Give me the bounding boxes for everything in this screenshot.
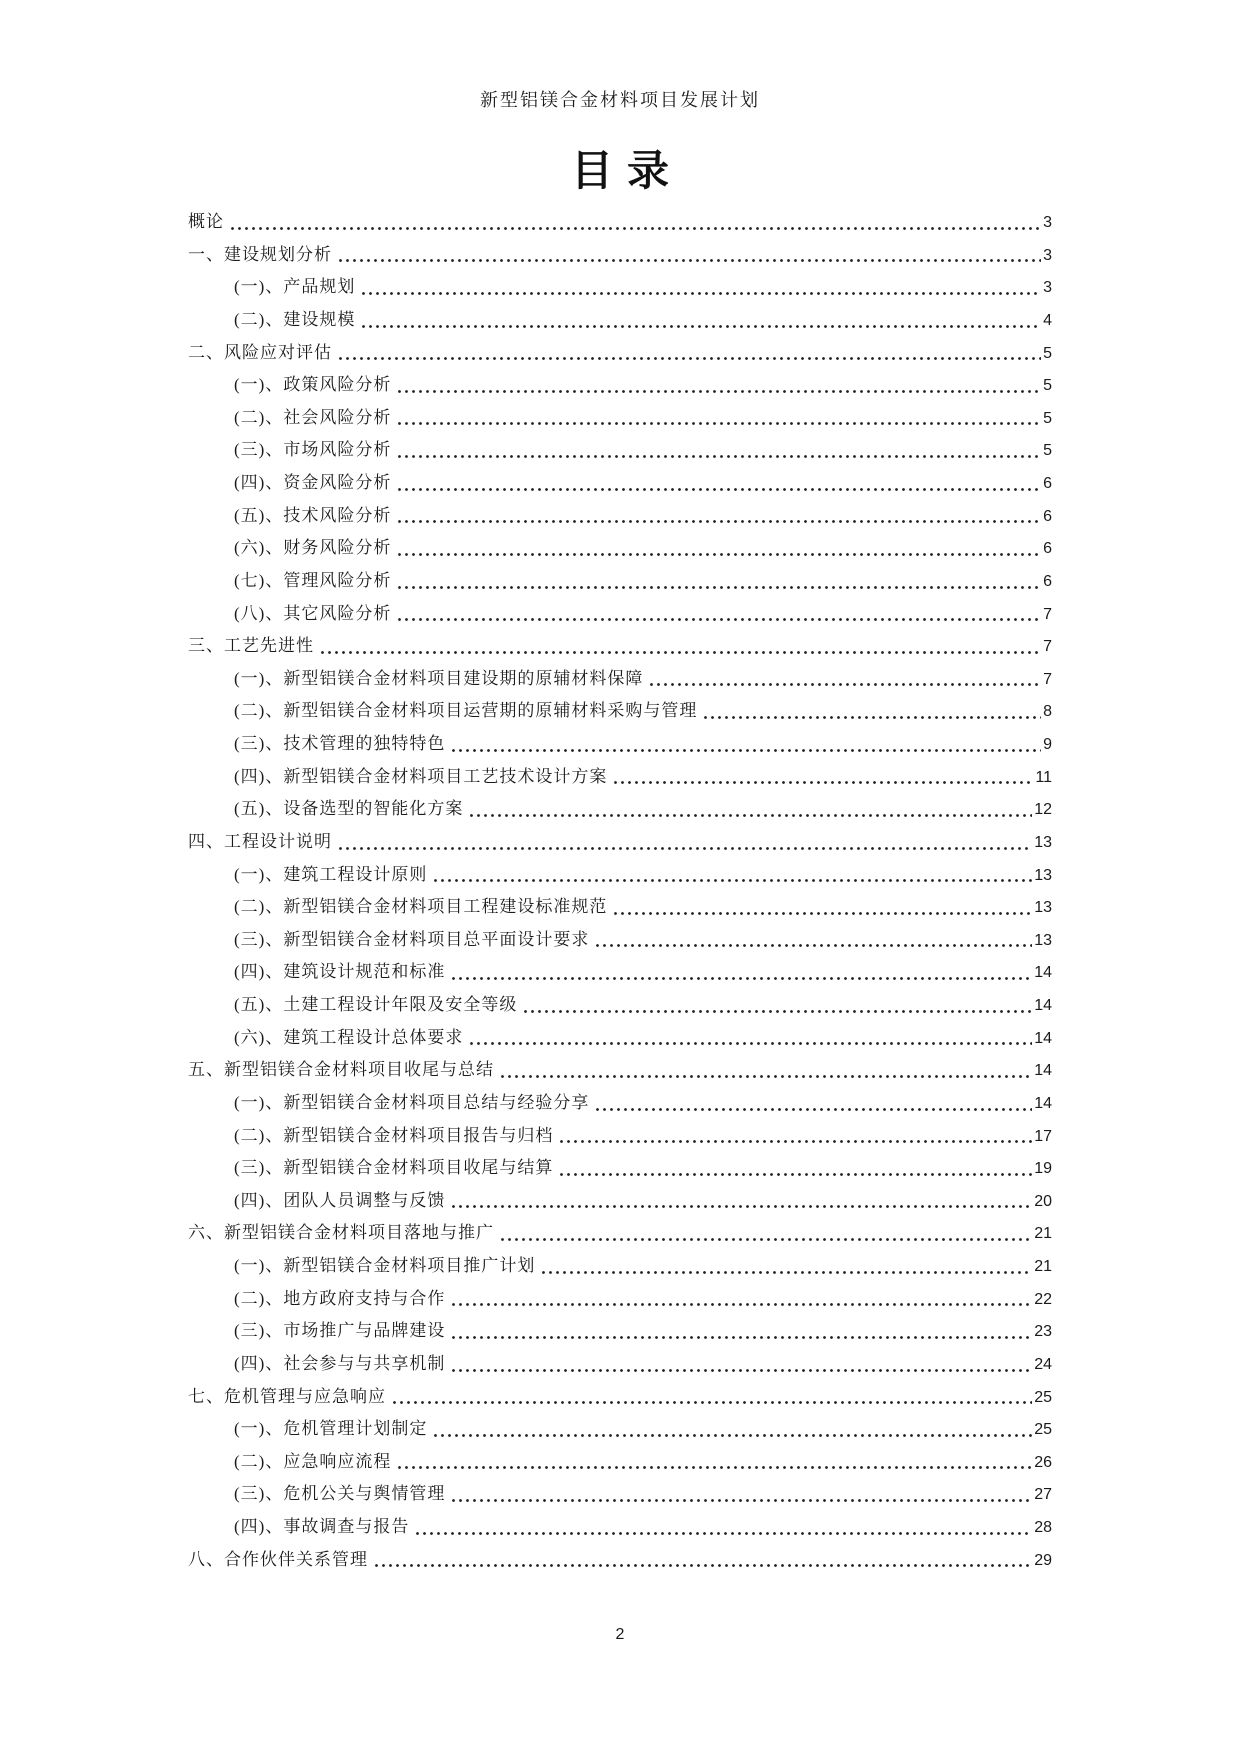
- toc-entry-label: (一)、新型铝镁合金材料项目建设期的原辅材料保障: [234, 668, 644, 688]
- toc-entry-page: 6: [1043, 540, 1052, 558]
- dot-leader: [396, 369, 1041, 402]
- toc-entry-page: 25: [1034, 1388, 1052, 1406]
- toc-entry[interactable]: [188, 434, 1052, 467]
- toc-entry[interactable]: [188, 239, 1052, 272]
- dot-leader: [612, 761, 1033, 794]
- toc-entry-page: 13: [1034, 866, 1052, 884]
- toc-entry-label: (五)、技术风险分析: [234, 505, 392, 525]
- toc-entry[interactable]: [188, 1120, 1052, 1153]
- toc-entry[interactable]: [188, 304, 1052, 337]
- toc-entry[interactable]: [188, 1250, 1052, 1283]
- toc-entry-label: (二)、应急响应流程: [234, 1451, 392, 1471]
- toc-entry[interactable]: [188, 1217, 1052, 1250]
- dot-leader: [450, 1283, 1032, 1316]
- toc-entry-label: 二、风险应对评估: [188, 342, 332, 362]
- toc-entry-page: 14: [1034, 997, 1052, 1014]
- dot-leader: [396, 402, 1041, 435]
- dot-leader: [522, 989, 1032, 1022]
- toc-entry[interactable]: [188, 337, 1052, 370]
- dot-leader: [594, 1087, 1032, 1120]
- dot-leader: [540, 1250, 1032, 1283]
- toc-entry-page: 24: [1034, 1355, 1052, 1373]
- toc-entry[interactable]: [188, 956, 1052, 989]
- toc-entry[interactable]: [188, 271, 1052, 304]
- toc-entry-page: 5: [1043, 409, 1052, 427]
- toc-entry-label: (三)、技术管理的独特特色: [234, 734, 446, 753]
- dot-leader: [432, 859, 1032, 892]
- toc-entry[interactable]: [188, 1152, 1052, 1185]
- toc-entry-page: 11: [1035, 768, 1052, 786]
- page-title: 目录: [570, 149, 683, 195]
- toc-entry-page: 3: [1043, 279, 1052, 297]
- toc-entry-label: 八、合作伙伴关系管理: [188, 1549, 368, 1569]
- toc-entry[interactable]: [188, 1054, 1052, 1087]
- toc-entry-page: 6: [1043, 572, 1052, 590]
- toc-entry[interactable]: [188, 989, 1052, 1022]
- toc-entry-page: 14: [1034, 1094, 1052, 1112]
- toc-entry[interactable]: [188, 826, 1052, 859]
- toc-entry-page: 7: [1043, 638, 1052, 656]
- dot-leader: [414, 1511, 1032, 1544]
- toc-entry-label: 七、危机管理与应急响应: [188, 1386, 386, 1406]
- toc-entry-page: 21: [1034, 1225, 1052, 1243]
- toc-entry-label: 四、工程设计说明: [188, 831, 332, 851]
- toc-entry-label: (二)、新型铝镁合金材料项目运营期的原辅材料采购与管理: [234, 701, 698, 721]
- toc-entry-page: 13: [1034, 899, 1052, 917]
- toc-entry[interactable]: [188, 793, 1052, 826]
- dot-leader: [594, 924, 1032, 957]
- toc-entry[interactable]: [188, 1478, 1052, 1511]
- toc-entry-label: (一)、政策风险分析: [234, 375, 392, 395]
- toc-entry[interactable]: [188, 1381, 1052, 1414]
- dot-leader: [229, 206, 1041, 239]
- toc-entry-label: (一)、建筑工程设计原则: [234, 864, 428, 884]
- toc-entry-page: 6: [1043, 507, 1052, 525]
- toc-entry-label: (五)、设备选型的智能化方案: [234, 799, 464, 819]
- dot-leader: [360, 304, 1041, 337]
- toc-entry[interactable]: [188, 859, 1052, 892]
- dot-leader: [499, 1217, 1032, 1250]
- dot-leader: [396, 1446, 1032, 1479]
- toc-entry-label: (五)、土建工程设计年限及安全等级: [234, 995, 518, 1014]
- toc-entry-page: 17: [1034, 1127, 1052, 1145]
- toc-entry-label: (三)、市场推广与品牌建设: [234, 1321, 446, 1341]
- toc-entry[interactable]: [188, 1185, 1052, 1218]
- toc-entry-label: (三)、危机公关与舆情管理: [234, 1484, 446, 1504]
- toc-entry-label: (三)、市场风险分析: [234, 440, 392, 460]
- toc-entry-label: (三)、新型铝镁合金材料项目总平面设计要求: [234, 929, 590, 949]
- dot-leader: [450, 728, 1041, 761]
- toc-entry[interactable]: [188, 1446, 1052, 1479]
- dot-leader: [396, 565, 1041, 598]
- toc-entry-label: (六)、建筑工程设计总体要求: [234, 1027, 464, 1047]
- toc-entry-label: 三、工艺先进性: [188, 636, 314, 656]
- table-of-contents: [188, 206, 1052, 1576]
- dot-leader: [612, 891, 1032, 924]
- toc-entry-label: 六、新型铝镁合金材料项目落地与推广: [188, 1223, 494, 1243]
- dot-leader: [450, 1478, 1032, 1511]
- toc-entry-page: 9: [1043, 736, 1052, 753]
- toc-entry[interactable]: [188, 1348, 1052, 1381]
- dot-leader: [558, 1152, 1032, 1185]
- toc-entry[interactable]: [188, 565, 1052, 598]
- toc-entry[interactable]: [188, 761, 1052, 794]
- dot-leader: [396, 598, 1041, 631]
- toc-entry-label: (四)、事故调查与报告: [234, 1517, 410, 1536]
- toc-entry-page: 25: [1034, 1421, 1052, 1439]
- toc-entry-label: (七)、管理风险分析: [234, 570, 392, 590]
- toc-entry-label: (一)、产品规划: [234, 277, 356, 297]
- toc-entry-page: 26: [1034, 1453, 1052, 1471]
- toc-entry-page: 5: [1043, 442, 1052, 460]
- toc-entry-label: (二)、新型铝镁合金材料项目工程建设标准规范: [234, 897, 608, 917]
- toc-entry[interactable]: [188, 1283, 1052, 1316]
- dot-leader: [319, 630, 1041, 663]
- dot-leader: [499, 1054, 1032, 1087]
- dot-leader: [468, 1022, 1032, 1055]
- toc-entry-label: (四)、新型铝镁合金材料项目工艺技术设计方案: [234, 766, 608, 786]
- toc-entry-page: 4: [1043, 311, 1052, 329]
- toc-entry[interactable]: [188, 402, 1052, 435]
- dot-leader: [432, 1413, 1032, 1446]
- toc-entry[interactable]: [188, 663, 1052, 696]
- toc-entry-label: 五、新型铝镁合金材料项目收尾与总结: [188, 1060, 494, 1080]
- toc-entry[interactable]: [188, 891, 1052, 924]
- toc-entry-page: 5: [1043, 377, 1052, 395]
- toc-entry[interactable]: [188, 1413, 1052, 1446]
- dot-leader: [396, 532, 1041, 565]
- toc-entry-label: 概论: [188, 212, 224, 231]
- dot-leader: [337, 239, 1041, 272]
- toc-entry-label: (二)、新型铝镁合金材料项目报告与归档: [234, 1125, 554, 1145]
- toc-entry[interactable]: [188, 1544, 1052, 1577]
- toc-entry-label: (二)、建设规模: [234, 309, 356, 329]
- toc-entry[interactable]: [188, 924, 1052, 957]
- dot-leader: [450, 1185, 1032, 1218]
- toc-entry-label: (一)、新型铝镁合金材料项目推广计划: [234, 1256, 536, 1275]
- toc-entry-page: 3: [1043, 214, 1052, 231]
- toc-entry-label: (一)、危机管理计划制定: [234, 1419, 428, 1439]
- dot-leader: [396, 467, 1041, 500]
- toc-entry-label: (四)、社会参与与共享机制: [234, 1353, 446, 1373]
- toc-entry-page: 3: [1043, 246, 1052, 264]
- toc-entry[interactable]: [188, 467, 1052, 500]
- toc-entry[interactable]: [188, 1022, 1052, 1055]
- toc-entry[interactable]: [188, 206, 1052, 239]
- toc-entry[interactable]: [188, 1511, 1052, 1544]
- toc-entry-page: 14: [1034, 964, 1052, 982]
- dot-leader: [450, 956, 1032, 989]
- toc-entry-label: (二)、地方政府支持与合作: [234, 1288, 446, 1308]
- toc-entry[interactable]: [188, 500, 1052, 533]
- toc-entry-page: 23: [1034, 1323, 1052, 1341]
- toc-entry-page: 8: [1043, 703, 1052, 721]
- dot-leader: [391, 1381, 1032, 1414]
- toc-entry-label: (四)、团队人员调整与反馈: [234, 1190, 446, 1210]
- dot-leader: [337, 826, 1032, 859]
- toc-entry-label: (六)、财务风险分析: [234, 538, 392, 558]
- toc-entry-label: (四)、资金风险分析: [234, 473, 392, 492]
- dot-leader: [396, 434, 1041, 467]
- toc-entry-label: (三)、新型铝镁合金材料项目收尾与结算: [234, 1158, 554, 1178]
- dot-leader: [702, 695, 1041, 728]
- toc-entry-page: 5: [1043, 344, 1052, 362]
- dot-leader: [558, 1120, 1032, 1153]
- toc-entry-page: 14: [1034, 1029, 1052, 1047]
- dot-leader: [468, 793, 1032, 826]
- toc-entry-page: 20: [1034, 1192, 1052, 1210]
- toc-entry-page: 29: [1034, 1551, 1052, 1569]
- toc-entry[interactable]: [188, 532, 1052, 565]
- toc-entry[interactable]: [188, 630, 1052, 663]
- toc-entry-page: 12: [1034, 801, 1052, 819]
- toc-entry[interactable]: [188, 369, 1052, 402]
- toc-entry-page: 6: [1043, 475, 1052, 492]
- toc-entry-page: 22: [1034, 1290, 1052, 1308]
- dot-leader: [450, 1315, 1032, 1348]
- toc-entry-page: 28: [1034, 1519, 1052, 1536]
- toc-entry-page: 7: [1043, 670, 1052, 688]
- dot-leader: [648, 663, 1041, 696]
- toc-entry-label: (八)、其它风险分析: [234, 603, 392, 623]
- toc-entry-page: 7: [1043, 605, 1052, 623]
- toc-entry[interactable]: [188, 1087, 1052, 1120]
- toc-entry-label: (二)、社会风险分析: [234, 407, 392, 427]
- dot-leader: [360, 271, 1041, 304]
- dot-leader: [396, 500, 1041, 533]
- toc-entry[interactable]: [188, 728, 1052, 761]
- toc-entry[interactable]: [188, 695, 1052, 728]
- footer-page-number: 2: [615, 1626, 625, 1643]
- toc-entry-page: 13: [1034, 833, 1052, 851]
- toc-entry-page: 13: [1034, 931, 1052, 949]
- dot-leader: [337, 337, 1041, 370]
- toc-entry[interactable]: [188, 1315, 1052, 1348]
- toc-entry-page: 19: [1034, 1160, 1052, 1178]
- toc-entry-label: 一、建设规划分析: [188, 244, 332, 264]
- toc-entry[interactable]: [188, 598, 1052, 631]
- toc-entry-page: 14: [1034, 1062, 1052, 1080]
- toc-entry-label: (一)、新型铝镁合金材料项目总结与经验分享: [234, 1092, 590, 1112]
- toc-entry-label: (四)、建筑设计规范和标准: [234, 962, 446, 982]
- toc-entry-page: 21: [1034, 1258, 1052, 1275]
- dot-leader: [373, 1544, 1032, 1577]
- toc-entry-page: 27: [1034, 1486, 1052, 1504]
- dot-leader: [450, 1348, 1032, 1381]
- document-header-title: 新型铝镁合金材料项目发展计划: [480, 90, 760, 110]
